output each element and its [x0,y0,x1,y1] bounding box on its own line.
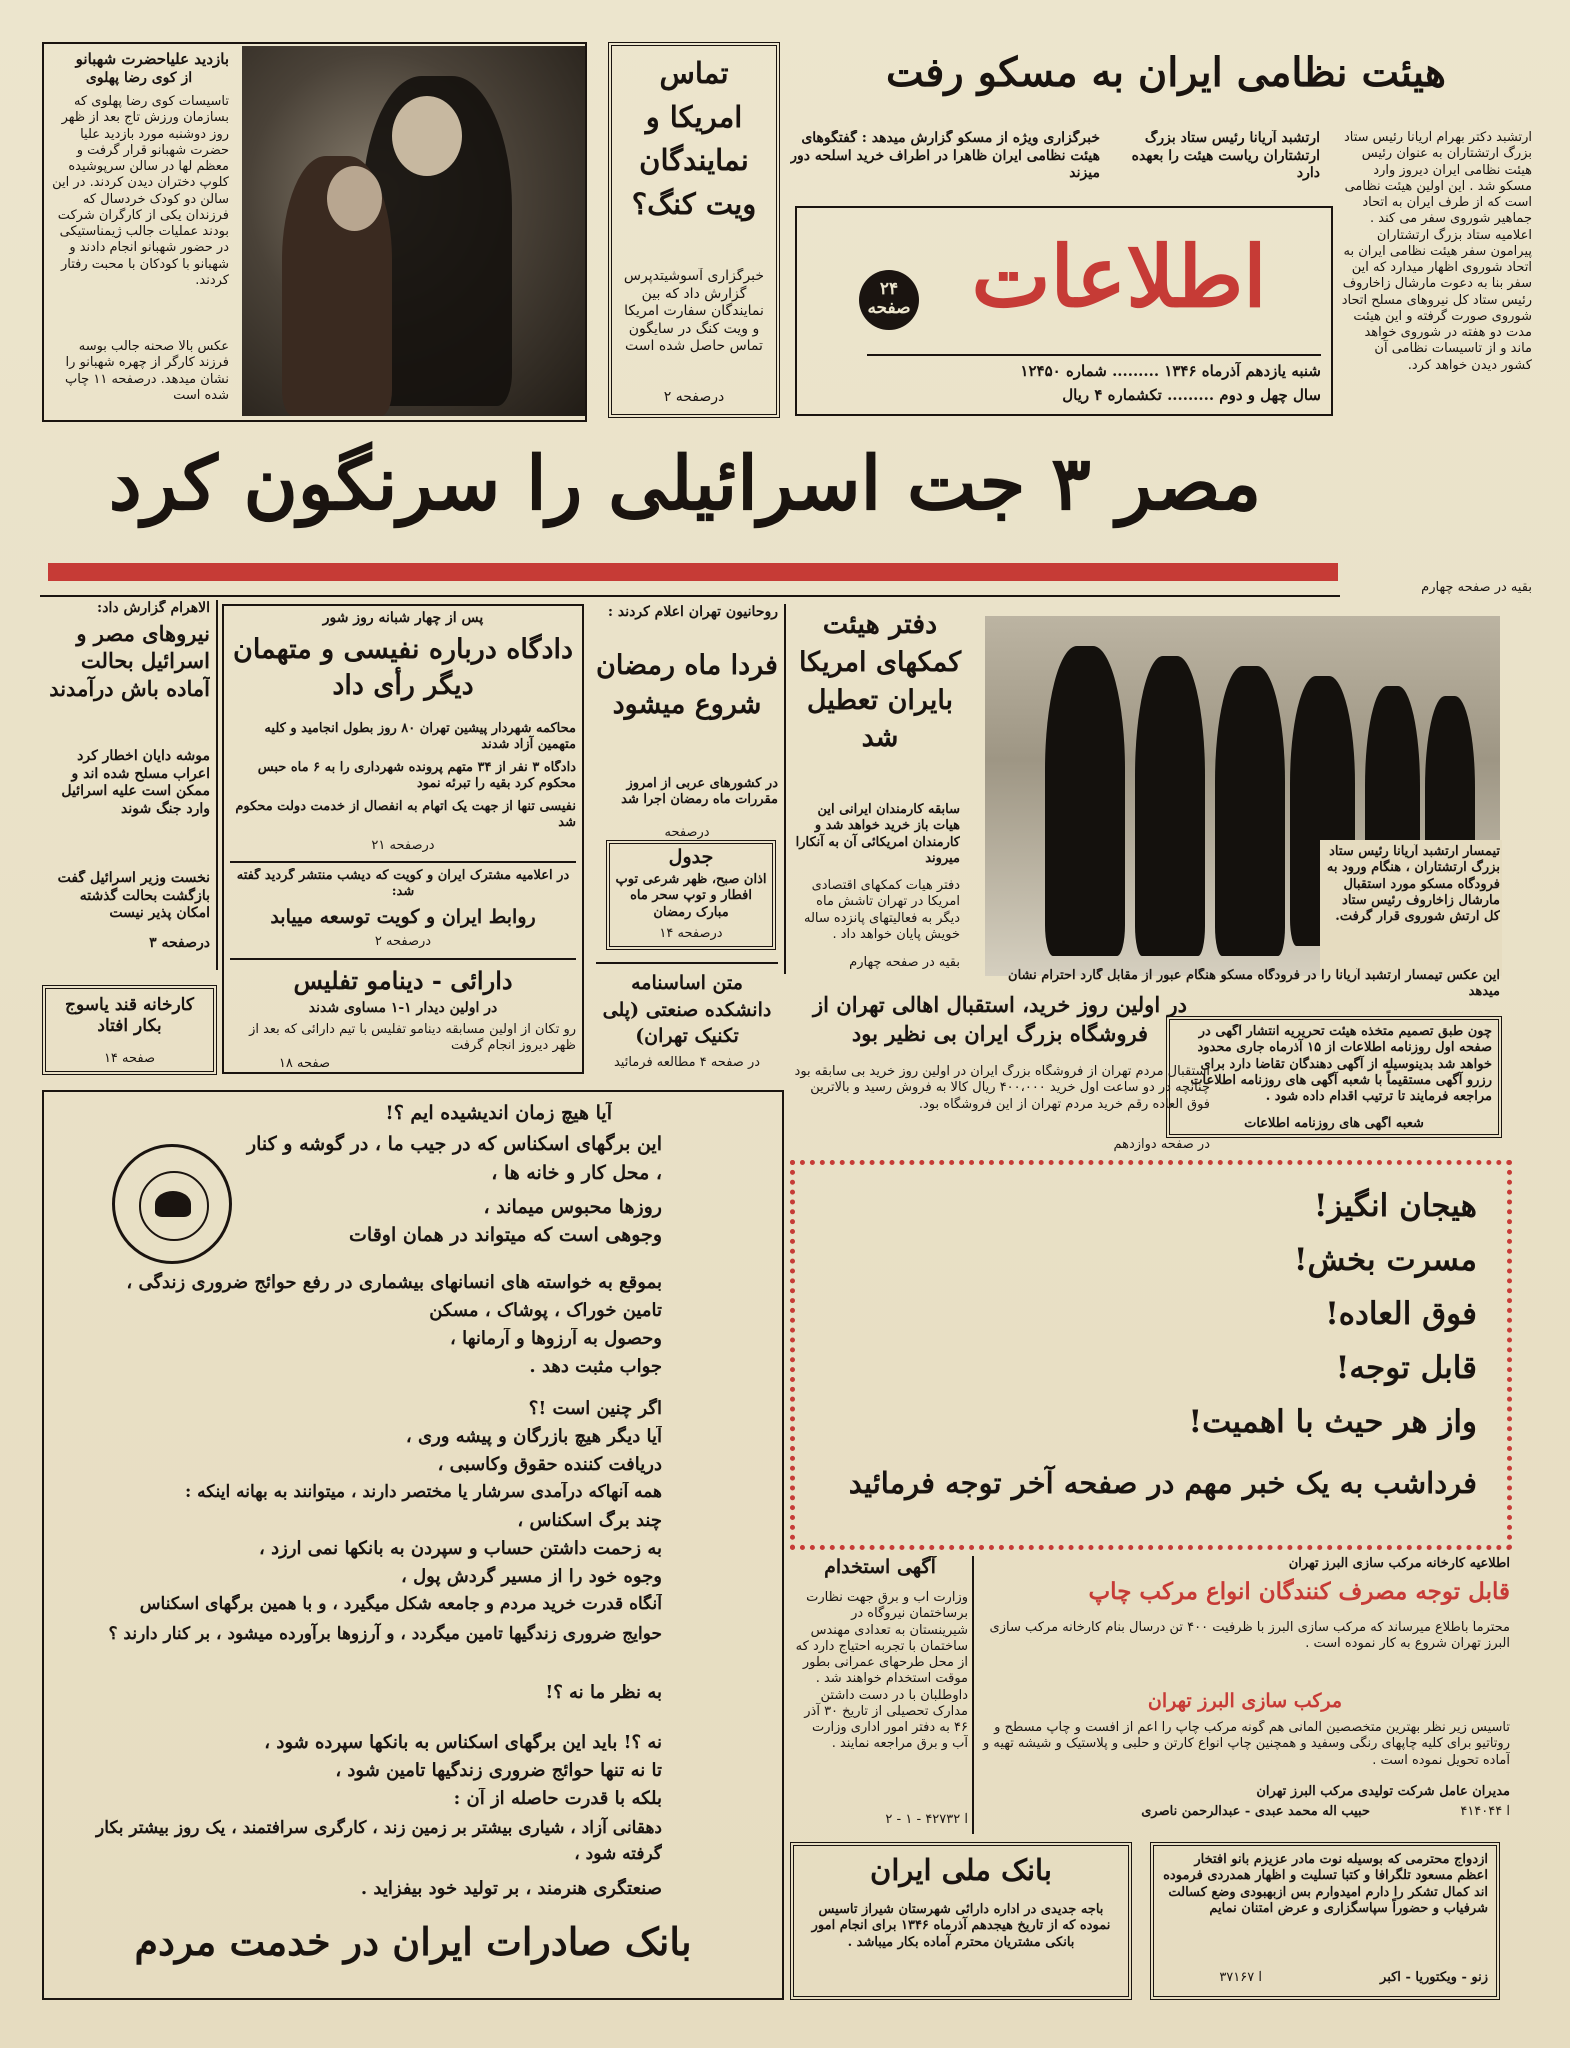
tech-headline: متن اساسنامه دانشکده صنعتی (پلی تکنیک تهران) [602,972,772,1048]
kuwait-kicker: در اعلامیه مشترک ایران و کویت که دیشب منتشر گردید گفته شد: [236,868,570,900]
ad-p18: به نظر ما نه ؟! [545,1682,662,1703]
store-headline: در اولین روز خرید، استقبال اهالی تهران از فروشگاه بزرگ ایران بی نظیر بود [813,992,1187,1047]
shahbanu-subtitle: از کوی رضا پهلوی [85,70,193,86]
ad-p22: دهقانی آزاد ، شیاری بیشتر بر زمین زند ، کارگری سرافتمند ، یک روز بیشتر بکار گرفته شود ، [95,1818,662,1864]
teaser-l5: واز هر حیث با اهمیت! [1188,1404,1477,1440]
shahbanu-body: تاسیسات کوی رضا پهلوی که بسازمان ورزش تاج بعد از ظهر روز دوشنبه مورد بازدید علیا حضرت شهبانو قرار گرفت و معظم لها در سالن سرپوشیده کلوپ دختران دیدن کردند. در این سالن دو کودک خردسال که فرزندان یکی از کارگران شرکت بودند عملیات جالب ژیمناستیکی در حضور شهبانو انجام دادند و شهبانو با کودکان با محبت رفتار کردند. [52,94,229,288]
wedding-box [1150,1842,1500,2000]
employment-code: آ ۴۲۷۳۲ - ۱ - ۲ [885,1812,968,1827]
court-bullet1: محاکمه شهردار پیشین تهران ۸۰ روز بطول انجامید و کلیه متهمین آزاد شدند [264,721,576,753]
headline-red-rule [48,563,1338,581]
wedding-sig: زنو - ویکتوریا - اکبر [1380,1970,1488,1985]
aid-body1: سابقه کارمندان ایرانی این هیات باز خرید خواهد شد و کارمندان امریکائی آن به آنکارا میروند [795,802,960,866]
store-ref: در صفحه دوازدهم [1113,1137,1210,1152]
photo-caption-sub: این عکس تیمسار ارتشبد آریانا را در فرودگاه مسکو هنگام عبور از مقابل گارد احترام نشان میدهد [1008,968,1500,1000]
ad-p23: صنعتگری هنرمند ، بر تولید خود بیفزاید . [360,1878,662,1899]
ramadan-body: در کشورهای عربی از امروز مقررات ماه رمضان اجرا شد [621,776,778,808]
teaser-ad [790,1160,1512,1550]
shahbanu-visit-block [42,42,587,422]
sugar-block [42,985,217,1075]
teaser-l1: هیجان انگیز! [1313,1188,1477,1224]
ad-p1: آیا هیچ زمان اندیشیده ایم ؟! [385,1102,612,1124]
ad-p21: بلکه با قدرت حاصله از آن : [453,1788,662,1809]
kuwait-headline: روابط ایران و کویت توسعه مییابد [270,906,536,928]
ad-p19: نه ؟! باید این برگهای اسکناس به بانکها سپرده شود ، [264,1732,662,1753]
main-headline: مصر ۳ جت اسرائیلی را سرنگون کرد [108,441,1262,527]
ad-p14: به زحمت داشتن حساب و سپردن به بانکها نمی ارزد ، [259,1538,662,1559]
bank-saderat-ad [42,1090,784,2000]
ink-names: حبیب اله محمد عبدی - عبدالرحمن ناصری [1141,1804,1370,1819]
ad-p3: روزها محبوس میماند ، [483,1196,662,1218]
egypt-ref: درصفحه ۳ [149,935,210,951]
ad-p20: تا نه تنها حوائج ضروری زندگیها تامین شود ، [335,1760,662,1781]
wedding-body: ازدواج محترمی که بوسیله نوت مادر عزیزم بانو افتخار اعظم مسعود تلگرافا و کتبا تسلیت و اظهار همدردی فرموده اند کمال تشکر را دارم امیدوارم بس ازبهبودی وضع کسالت شرفیاب و حضوراً سپاسگزاری و عرض امتنان نمایم [1163,1852,1488,1916]
aid-headline: دفتر هیئت کمکهای امریکا بایران تعطیل شد [798,609,962,754]
court-bullet2: دادگاه ۳ نفر از ۳۴ متهم پرونده شهرداری را به ۶ ماه حبس محکوم کرد بقیه را تبرئه نمود [257,760,576,792]
notice-box [1166,1016,1502,1138]
ad-p16: آنگاه قدرت خرید مردم و جامعه شکل میگیرد ، و با همین برگهای اسکناس [139,1594,662,1614]
tech-ref: در صفحه ۴ مطالعه فرمائید [613,1055,761,1070]
egypt-source: الاهرام گزارش داد: [97,600,210,616]
ink-sig: مدیران عامل شرکت تولیدی مرکب البرز تهران [1256,1784,1510,1799]
ink-headline: قابل توجه مصرف کنندگان انواع مرکب چاپ [1088,1578,1510,1605]
court-ref1: درصفحه ۲۱ [371,838,435,853]
ad-p13: چند برگ اسکناس ، [517,1510,662,1531]
vietcong-ref: درصفحه ۲ [663,389,725,405]
shahbanu-photo [242,46,585,416]
ink-body2: تاسیس زیر نظر بهترین متخصصین آلمانی هم گونه مرکب چاپ را اعم از افست و چاپ مسطح و روتاتیو برای کلیه چاپهای رنگی وسفید و همچنین چاپ انواع کارتن و حلبی و پلاستیک و شیشه تهیه و آماده تحویل نموده است . [982,1720,1510,1768]
bank-melli-title: بانک ملی ایران [870,1853,1052,1887]
notice-sig: شعبه آگهی های روزنامه اطلاعات [1244,1116,1424,1131]
masthead-logo: اطلاعات [971,227,1267,326]
ramadan-table-box [606,840,776,950]
ad-p15: وجوه خود را از مسیر گردش پول ، [401,1566,662,1587]
ad-p9: اگر چنین است !؟ [528,1398,662,1419]
court-bullet3: نفیسی تنها از جهت یک اتهام به انفصال از خدمت دولت محکوم شد [235,799,576,831]
notice-body: چون طبق تصمیم متخذه هیئت تحریریه انتشار آگهی در صفحه اول روزنامه اطلاعات از ۱۵ آذرماه جاری محدود خواهد شد بدینوسیله از آگهی دهندگان تقاضا دارد برای رزرو آگهی مستقیماً با شعبه آگهی های روزنامه اطلاعات مراجعه فرمایند تا ترتیب اقدام داده شود . [1190,1024,1492,1104]
egypt-body2: نخست وزیر اسرائیل گفت بازگشت بحالت گذشته امکان پذیر نیست [57,870,210,921]
sports-headline: دارائی - دینامو تفلیس [293,966,513,995]
ramadan-headline: فردا ماه رمضان شروع میشود [596,650,778,721]
employment-body: وزارت آب و برق جهت نظارت برساختمان نیروگاه در شیرینستان به تعدادی مهندس ساختمان با تجربه احتیاج دارد که از محل طرحهای عمرانی بطور موقت استخدام خواهند شد . داوطلبان با در دست داشتن مدارک تحصیلی از تاریخ ۳۰ آذر ۴۶ به دفتر امور اداری وزارت آب و برق مراجعه نمایند . [795,1590,968,1752]
ad-p10: آیا دیگر هیچ بازرگان و پیشه وری ، [405,1426,662,1447]
moscow-col1: ارتشبد آریانا رئیس ستاد بزرگ ارتشتاران ریاست هیئت را بعهده دارد [1131,130,1320,181]
moscow-col2: خبرگزاری ویژه از مسکو گزارش میدهد : گفتگوهای هیئت نظامی ایران ظاهرا در اطراف خرید اسلحه دور میزند [790,130,1100,181]
store-body: استقبال مردم تهران از فروشگاه بزرگ ایران در اولین روز خرید بی سابقه بود چنانچه در دو ساعت اول خرید ۴۰۰،۰۰۰ ریال کالا به فروش رسید و بالاترین فوق العاده رقم خرید مردم تهران از این فروشگاه بود. [794,1064,1210,1112]
moscow-side: ارتشبد دکتر بهرام آریانا رئیس ستاد بزرگ ارتشتاران به عنوان رئیس هیئت نظامی ایران دیروز وارد مسکو شد . این اولین هیئت نظامی است که از طرف ایران به اتحاد جماهیر شوروی سفر می کند . اعلامیه ستاد بزرگ ارتشتاران پیرامون سفر هیئت نظامی ایران به اتحاد شوروی اظهار میدارد که این سفر بنا به دعوت مارشال زاخاروف رئیس ستاد کل نیروهای مسلح اتحاد شوروی صورت گرفته و این هیئت مدت دو هفته در شوروی خواهد ماند و از تاسیسات نظامی آن کشور دیدن خواهد کرد. [1341,130,1532,373]
ink-code: آ ۴۱۴۰۴۴ [1460,1804,1510,1819]
masthead-year: سال چهل و دوم ......... تکشماره ۴ ریال [1062,386,1321,404]
court-block [222,604,584,1074]
ad-p12: همه آنهاکه درآمدی سرشار یا مختصر دارند ، میتوانند به بهانه اینکه : [184,1482,662,1502]
ad-p17: حوایج ضروری زندگیها تامین میگردد ، و آرزوها برآورده میشود ، بر کنار دارند ؟ [108,1624,662,1644]
teaser-l4: قابل توجه! [1335,1350,1477,1386]
sugar-ref: صفحه ۱۴ [103,1051,156,1066]
court-headline: دادگاه درباره نفیسی و متهمان دیگر رأی داد [232,634,574,702]
ramadan-table-title: جدول [668,846,714,868]
kuwait-ref: درصفحه ۲ [374,934,432,949]
ad-p8: جواب مثبت دهد . [529,1356,662,1377]
sugar-headline: کارخانه قند یاسوج بکار افتاد [65,995,194,1037]
ad-p6: تامین خوراک ، پوشاک ، مسکن [429,1300,662,1321]
ad-p4: وجوهی است که میتواند در همان اوقات [349,1224,662,1246]
ramadan-table-body: اذان صبح، ظهر شرعی توپ افطار و توپ سحر ماه مبارک رمضان [615,872,767,920]
bank-melli-box [790,1842,1132,2000]
shahbanu-footer: عکس بالا صحنه جالب بوسه فرزند کارگر از چهره شهبانو را نشان میدهد. درصفحه ۱۱ چاپ شده است [64,339,229,403]
masthead [795,206,1333,416]
court-kicker: پس از چهار شبانه روز شور [322,610,484,626]
wedding-code: آ ۳۷۱۶۷ [1219,1970,1262,1985]
vietcong-body: خبرگزاری آسوشیتدپرس گزارش داد که بین نمایندگان سفارت امریکا و ویت کنگ در سایگون تماس حاصل شده است [623,268,765,354]
bank-melli-body: باجه جدیدی در اداره دارائی شهرستان شیراز تاسیس نموده که از تاریخ هیجدهم آذرماه ۱۳۴۶ برای انجام امور بانکی مشتریان محترم آماده بکار میباشد . [811,1902,1111,1950]
photo-caption-main: تیمسار ارتشبد آریانا رئیس ستاد بزرگ ارتشتاران ، هنگام ورود به فرودگاه مسکو مورد استقبال مارشال زاخاروف رئیس ستاد کل ارتش شوروی قرار گرفت. [1326,844,1500,924]
ad-slogan: بانک صادرات ایران در خدمت مردم [134,1919,692,1964]
ramadan-ref: درصفحه [664,825,710,840]
teaser-l6: فرداشب به یک خبر مهم در صفحه آخر توجه فرمائید [848,1466,1477,1500]
vietcong-headline: تماس امریکا و نمایندگان ویت کنگ؟ [631,56,757,221]
sports-ref: صفحه ۱۸ [278,1056,330,1071]
ink-body: محترماً باطلاع میرساند که مرکب سازی البرز با ظرفیت ۴۰۰ تن درسال بنام کارخانه مرکب سازی البرز تهران شروع به کار نموده است . [989,1620,1510,1652]
moscow-headline: هیئت نظامی ایران به مسکو رفت [886,49,1446,96]
aid-ref: بقیه در صفحه چهارم [849,955,960,970]
ad-p7: وحصول به آرزوها و آرمانها ، [450,1328,662,1349]
moscow-side-ref: بقیه در صفحه چهارم [1421,580,1532,595]
bank-emblem [112,1144,232,1264]
egypt-headline: نیروهای مصر و اسرائیل بحالت آماده باش درآمدند [49,621,210,701]
ad-p2: این برگهای اسکناس که در جیب ما ، در گوشه و کنار ، محل کار و خانه ها ، [246,1133,662,1184]
aid-body2: دفتر هیات کمکهای اقتصادی امریکا در تهران تاشش ماه دیگر به فعالیتهای پانزده ساله خویش پایان خواهد داد . [803,878,960,942]
vietcong-contact-block [608,42,780,418]
ad-p11: دریافت کننده حقوق وکاسبی ، [437,1454,662,1475]
employment-title: آگهی استخدام [824,1556,936,1578]
ink-subhead: مرکب سازی البرز تهران [1147,1690,1343,1712]
teaser-l2: مسرت بخش! [1293,1242,1477,1278]
pages-badge-text: ۲۴ صفحه [867,280,911,318]
sports-small: رو تکان از اولین مسابقه دینامو تفلیس با تیم دارائی که بعد از ظهر دیروز انجام گرفت [249,1022,576,1054]
ramadan-kicker: روحانیون تهران اعلام کردند : [607,604,778,620]
ad-p5: بموقع به خواسته های انسانهای بیشماری در رفع حوائج ضروری زندگی ، [126,1272,662,1293]
pages-badge [859,270,919,330]
egypt-body1: موشه دایان اخطار کرد اعراب مسلح شده اند و ممکن است علیه اسرائیل وارد جنگ شوند [61,748,210,817]
ramadan-table-ref: درصفحه ۱۴ [659,926,723,941]
sports-body: در اولین دیدار ۱-۱ مساوی شدند [308,1000,498,1016]
masthead-date: شنبه یازدهم آذرماه ۱۳۴۶ ......... شماره ۱۲۴۵۰ [1020,362,1321,380]
shahbanu-title: بازدید علیاحضرت شهبانو [75,50,229,68]
teaser-l3: فوق العاده! [1325,1296,1477,1332]
ink-kicker: اطلاعیه کارخانه مرکب سازی البرز تهران [1288,1556,1510,1571]
